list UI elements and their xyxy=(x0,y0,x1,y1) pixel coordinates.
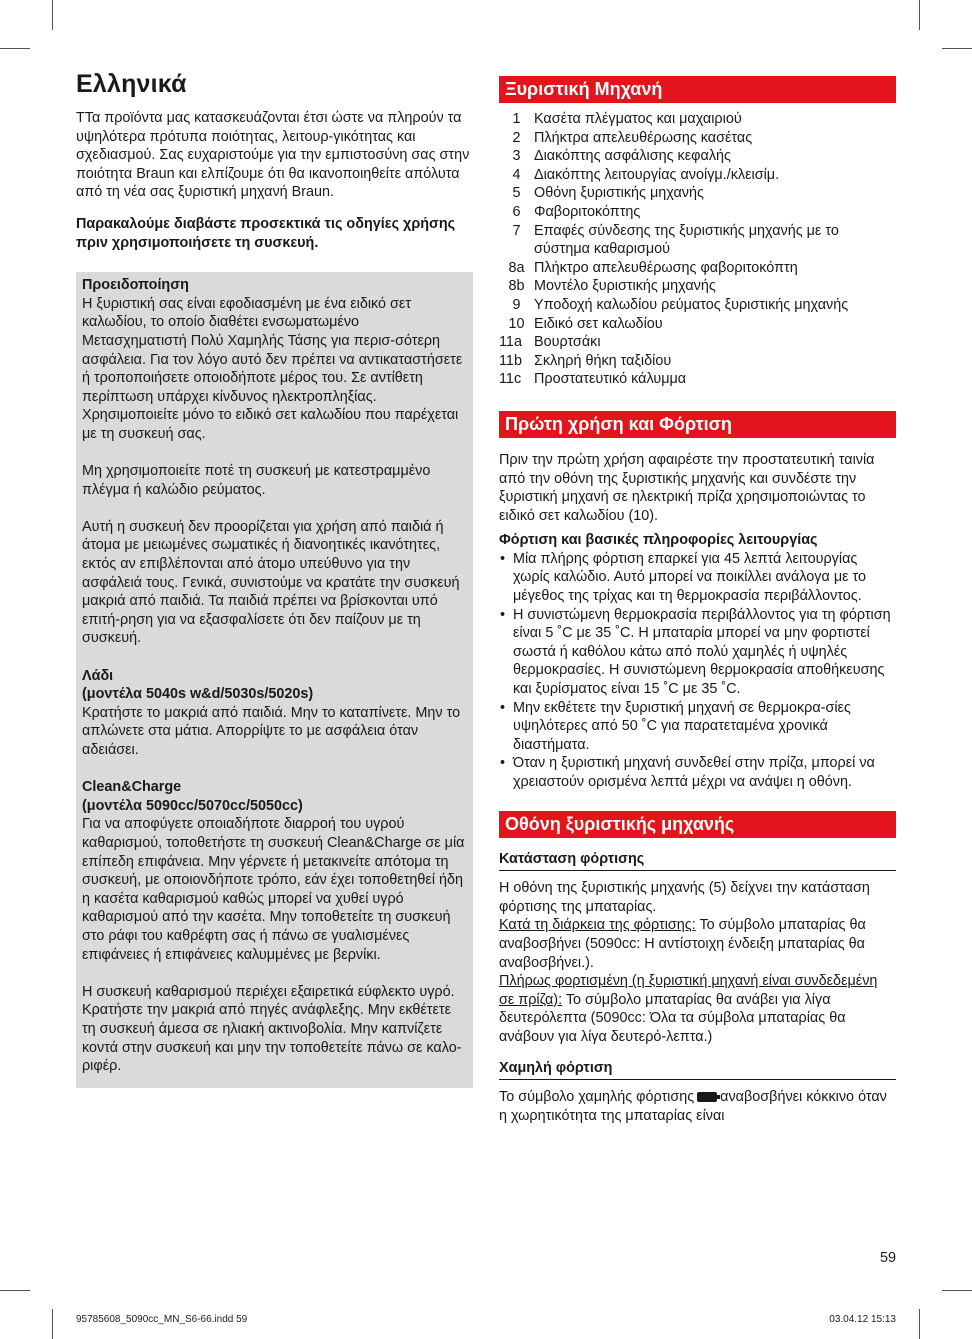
left-column xyxy=(76,70,473,1088)
oil-text: Κρατήστε το μακριά από παιδιά. Μην το καταπίνετε. Μην το απλώνετε στα μάτια. Απορρίψτε το με ασφάλεια όταν αδειάσει. xyxy=(82,704,461,758)
part-label: Βουρτσάκι xyxy=(534,334,601,351)
parts-list-item xyxy=(499,184,896,203)
clean-charge-text: Για να αποφύγετε οποιαδήποτε διαρροή του υγρού καθαρισμού, τοποθετήστε τη συσκευή Clean&Charge σε μία επίπεδη επιφάνεια. Μην γέρνετε ή μετακινείτε απότομα τη συσκευή, με οποιονδήποτε τρόπο, εάν έχει τοποθετηθεί ήδη η κασέτα καθαρισμού καθώς μπορεί να χυθεί υγρό καθαρισμού από την κασέτα. Μην τοποθετείτε τη συσκευή στο ράφι του καθρέφτη σας ή πάνω σε γυαλισμένες επιφάνειες ή επιφάνειες καλυμμένες με βερνίκι. xyxy=(82,816,465,963)
part-number: 9 xyxy=(512,296,521,313)
crop-mark xyxy=(942,1290,972,1291)
warning-paragraph: Μη χρησιμοποιείτε ποτέ τη συσκευή με κατεστραμμένο πλέγμα ή καλώδιο ρεύματος. xyxy=(82,463,431,498)
part-label: Ειδικό σετ καλωδίου xyxy=(534,315,663,332)
parts-list-item xyxy=(499,259,896,278)
part-number: 4 xyxy=(512,166,521,183)
parts-list-item xyxy=(499,166,896,185)
page-number: 59 xyxy=(879,1250,896,1266)
warning-heading: Προειδοποίηση xyxy=(82,277,189,294)
parts-list xyxy=(499,110,896,389)
parts-list-item xyxy=(499,147,896,166)
charging-bullet: • Όταν η ξυριστική μηχανή συνδεθεί στην πρίζα, μπορεί να χρειαστούν ορισμένα λεπτά μέχρι να ανάψει η οθόνη. xyxy=(499,754,896,791)
part-number: 10 xyxy=(508,315,525,332)
footer-date: 03.04.12 15:13 xyxy=(829,1314,896,1325)
parts-list-item xyxy=(499,333,896,352)
section-heading-first-use: Πρώτη χρήση και Φόρτιση xyxy=(499,411,896,438)
part-label: Προστατευτικό κάλυμμα xyxy=(534,371,687,388)
part-number: 1 xyxy=(512,111,521,127)
crop-mark xyxy=(942,48,972,49)
part-label: Διακόπτης λειτουργίας ανοίγμ./κλεισίμ. xyxy=(534,166,780,183)
parts-list-item xyxy=(499,277,896,296)
page-title: Ελληνικά xyxy=(76,70,187,98)
part-label: Υποδοχή καλωδίου ρεύματος ξυριστικής μηχανής xyxy=(534,296,849,313)
first-use-intro: Πριν την πρώτη χρήση αφαιρέστε την προστατευτική ταινία από την οθόνη της ξυριστικής μηχανής και συνδέστε την ξυριστική μηχανή σε ηλεκτρική πρίζα χρησιμοποιώντας το ειδικό σετ καλωδίου (10). xyxy=(499,451,875,524)
crop-mark xyxy=(919,1309,920,1339)
part-number: 3 xyxy=(512,148,521,165)
parts-list-item xyxy=(499,370,896,389)
crop-mark xyxy=(52,1309,53,1339)
crop-mark xyxy=(0,48,30,49)
intro-paragraph: TΤα προϊόντα μας κατασκευάζονται έτσι ώστε να πληρούν τα υψηλότερα πρότυπα ποιότητας, λειτουρ-γικότητας και σχεδιασμού. Σας ευχαριστούμε για την εμπιστοσύνη σας στην ποιότητα Braun και ελπίζουμε ότι θα ικανοποιηθείτε απόλυτα από τη νέα σας ξυριστική μηχανή Braun. xyxy=(76,110,470,201)
parts-list-item xyxy=(499,315,896,334)
part-number: 7 xyxy=(512,222,521,239)
part-label: Διακόπτης ασφάλισης κεφαλής xyxy=(534,148,731,165)
part-label: Φαβοριτοκόπτης xyxy=(534,203,641,220)
part-number: 8b xyxy=(508,278,525,295)
part-label: Πλήκτρα απελευθέρωσης κασέτας xyxy=(534,129,753,146)
oil-models: (μοντέλα 5040s w&d/5030s/5020s) xyxy=(82,686,314,703)
part-number: 5 xyxy=(512,185,521,202)
crop-mark xyxy=(52,0,53,30)
flammable-warning: Η συσκευή καθαρισμού περιέχει εξαιρετικά εύφλεκτο υγρό. Κρατήστε την μακριά από πηγές ανάφλεξης. Μην εκθέτετε τη συσκευή άμεσα σε ηλιακή ακτινοβολία. Μην καπνίζετε κοντά στην συσκευή και μην την τοποθετείτε πάνω σε καλο-ριφέρ. xyxy=(82,983,462,1075)
parts-list-item xyxy=(499,203,896,222)
parts-list-item xyxy=(499,129,896,148)
footer-file: 95785608_5090cc_MN_S6-66.indd 59 xyxy=(76,1314,248,1325)
charging-subheading: Φόρτιση και βασικές πληροφορίες λειτουργίας xyxy=(499,532,818,549)
charging-bullet: • Η συνιστώμενη θερμοκρασία περιβάλλοντος για τη φόρτιση είναι 5 ˚C με 35 ˚C. Η μπαταρία μπορεί να μην φορτιστεί σωστά ή καθόλου κάτω από πολύ χαμηλές ή υψηλές θερμοκρασίες. Η συνιστώμενη θερμοκρασία αποθήκευσης και ξυρίσματος είναι 15 ˚C με 35 ˚C. xyxy=(499,606,896,699)
charging-bullet: • Μην εκθέτετε την ξυριστική μηχανή σε θερμοκρα-σίες υψηλότερες από 50 ˚C για παρατεταμένα χρονικά διαστήματα. xyxy=(499,699,896,755)
part-label: Σκληρή θήκη ταξιδίου xyxy=(534,352,672,369)
part-label: Επαφές σύνδεσης της ξυριστικής μηχανής με το σύστημα καθαρισμού xyxy=(534,222,839,258)
part-number: 11b xyxy=(499,352,522,369)
warning-box xyxy=(76,272,473,1088)
charge-status-heading: Κατάσταση φόρτισης xyxy=(499,850,896,872)
parts-list-item xyxy=(499,222,896,259)
warning-paragraph: Αυτή η συσκευή δεν προορίζεται για χρήση από παιδιά ή άτομα με μειωμένες σωματικές ή διανοητικές ικανότητες, εκτός αν επιβλέπονται από άτομο υπεύθυνο για την ασφάλειά τους. Γενικά, συνιστούμε να κρατάτε την συσκευή μακριά από παιδιά. Τα παιδιά πρέπει να βρίσκονται υπό επιτή-ρηση για να εξασφαλίσετε ότι δεν παίζουν με τη συσκευή. xyxy=(82,518,460,647)
parts-list-item xyxy=(499,110,896,129)
right-column xyxy=(499,76,896,1125)
crop-mark xyxy=(919,0,920,30)
parts-list-item xyxy=(499,296,896,315)
full-charge-label: Πλήρως φορτισμένη (η ξυριστική μηχανή είναι συνδεδεμένη σε πρίζα): xyxy=(499,973,878,1008)
part-label: Κασέτα πλέγματος και μαχαιριού xyxy=(534,111,742,127)
low-charge-text-a: Το σύμβολο χαμηλής φόρτισης xyxy=(499,1089,695,1106)
part-label: Οθόνη ξυριστικής μηχανής xyxy=(534,185,704,202)
during-charge-description: Το σύμβολο μπαταρίας θα αναβοσβήνει (5090cc: Η αντίστοιχη ένδειξη μπαταρίας θα αναβοσβήνει.). xyxy=(499,917,866,971)
part-number: 11a xyxy=(499,334,522,351)
part-number: 2 xyxy=(512,129,521,146)
low-charge-text xyxy=(499,1088,896,1125)
section-heading-shaver: Ξυριστική Μηχανή xyxy=(499,76,896,103)
charging-bullet: • Μία πλήρης φόρτιση επαρκεί για 45 λεπτά λειτουργίας χωρίς καλώδιο. Αυτό μπορεί να ποικίλλει ανάλογα με το μέγεθος της τρίχας και τη θερμοκρασία περιβάλλοντος. xyxy=(499,550,896,606)
low-battery-icon xyxy=(697,1092,717,1102)
low-charge-text-b: αναβοσβήνει κόκκινο όταν η χωρητικότητα της μπαταρίας είναι xyxy=(499,1089,887,1124)
full-charge-text xyxy=(499,972,896,1046)
full-charge-description: Το σύμβολο μπαταρίας θα ανάβει για λίγα δευτερόλεπτα (5090cc: Όλα τα σύμβολα μπαταρίας θα ανάβουν για λίγα δευτερό-λεπτα.) xyxy=(499,991,846,1045)
clean-charge-models: (μοντέλα 5090cc/5070cc/5050cc) xyxy=(82,797,303,814)
clean-charge-heading: Clean&Charge xyxy=(82,779,182,796)
warning-paragraph: Η ξυριστική σας είναι εφοδιασμένη με ένα ειδικό σετ καλωδίου, το οποίο διαθέτει ενσωματωμένο Μετασχηματιστή Πολύ Χαμηλής Τάσης για περισ-σότερη ασφάλεια. Για τον λόγο αυτό δεν πρέπει να αντικαταστήσετε ή τροποποιήσετε οποιοδήποτε μέρος του. Σε αντίθετη περίπτωση υπάρχει κίνδυνος ηλεκτροπληξίας. Χρησιμοποιείτε μόνο το ειδικό σετ καλωδίου που παρέχεται με τη συσκευή σας. xyxy=(82,295,463,442)
part-number: 11c xyxy=(499,371,522,388)
section-heading-display: Οθόνη ξυριστικής μηχανής xyxy=(499,811,896,838)
part-number: 6 xyxy=(512,203,521,220)
low-charge-heading: Χαμηλή φόρτιση xyxy=(499,1059,896,1081)
parts-list-item xyxy=(499,352,896,371)
crop-mark xyxy=(0,1290,30,1291)
charging-bullets xyxy=(499,550,896,792)
part-label: Πλήκτρο απελευθέρωσης φαβοριτοκόπτη xyxy=(534,259,798,276)
during-charge-text xyxy=(499,916,896,972)
during-charge-label: Κατά τη διάρκεια της φόρτισης: xyxy=(499,917,696,934)
oil-heading: Λάδι xyxy=(82,667,114,684)
read-instructions-notice: Παρακαλούμε διαβάστε προσεκτικά τις οδηγίες χρήσης πριν χρησιμοποιήσετε τη συσκευή. xyxy=(76,215,456,251)
part-label: Μοντέλο ξυριστικής μηχανής xyxy=(534,278,716,295)
charge-status-text: Η οθόνη της ξυριστικής μηχανής (5) δείχνει την κατάσταση φόρτισης της μπαταρίας. xyxy=(499,880,870,915)
part-number: 8a xyxy=(508,259,525,276)
